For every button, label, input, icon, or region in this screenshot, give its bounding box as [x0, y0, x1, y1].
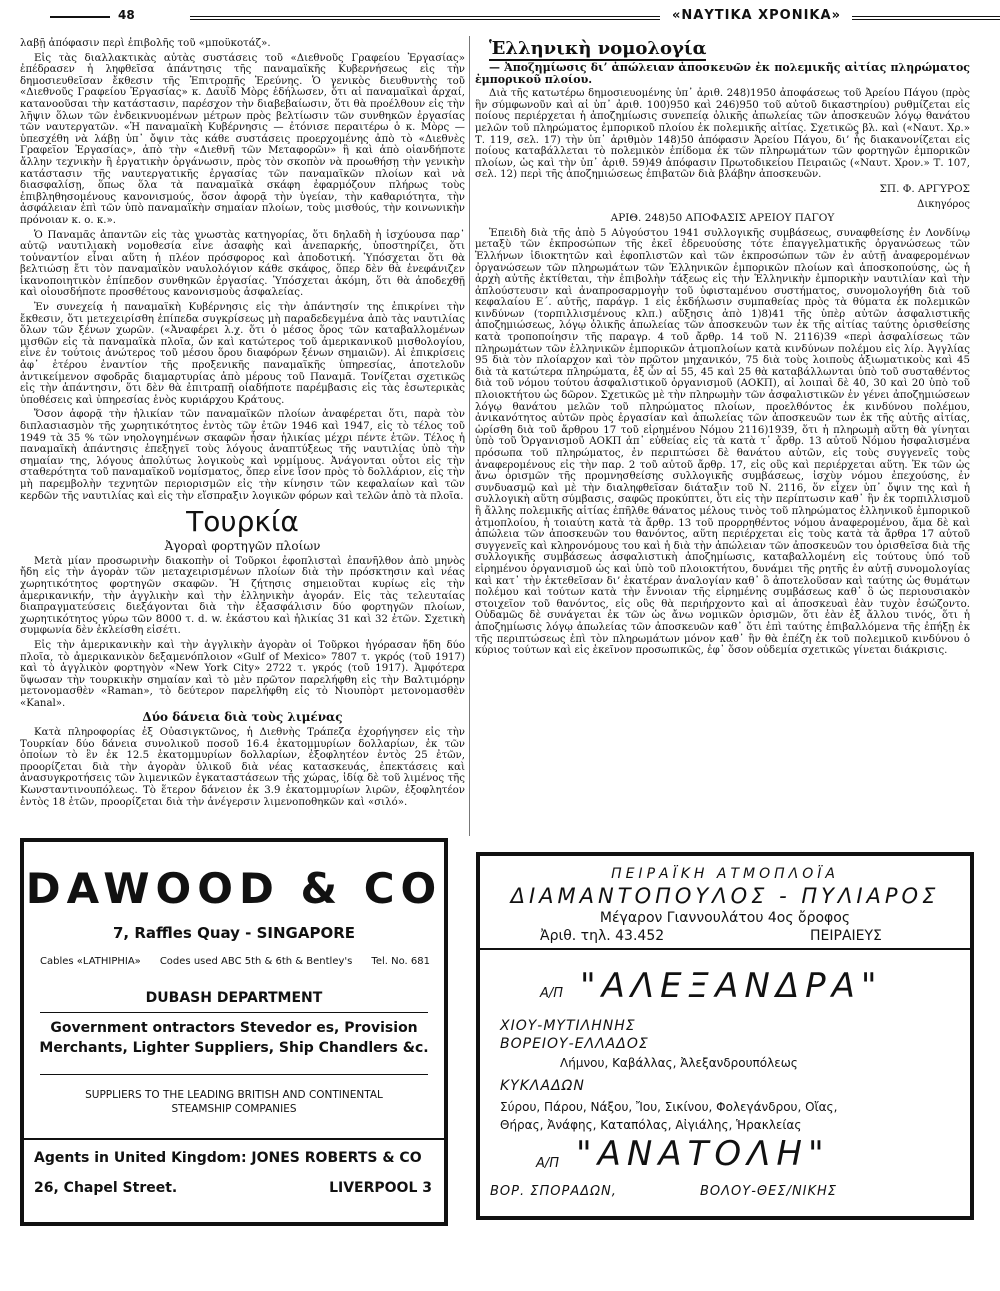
- section-title-text: Ἑλληνικὴ νομολογία: [489, 38, 707, 59]
- ad-address: Μέγαρον Γιαννουλάτου 4ος ὄροφος: [599, 910, 851, 926]
- section-subtitle: Ἀγοραὶ φορτηγῶν πλοίων: [164, 539, 321, 554]
- divider: [40, 1012, 428, 1013]
- paragraph: Κατὰ πληροφορίας ἐξ Οὐασιγκτῶνος, ἡ Διεθνὴς Τράπεζα ἐχορήγησεν εἰς τὴν Τουρκίαν δύο δάνεια συνολικοῦ ποσοῦ 16.4 ἑκατομμυρίων δολλαρίων, ἐκ τῶν ὁποίων τὸ ἓν ἐκ 12.5 ἑκατομμυρίων δολλαρίων, ἐξοφλητέον ἐντὸς 25 ἐτῶν, προορίζεται διὰ τὴν ἀγορὰν ὑλικοῦ διὰ νέας κατασκευάς, ἐπεκτάσεις καὶ ἀνασυγκροτήσεις τῶν λιμενικῶν ἐγκαταστάσεων τῆς χώρας, ἰδίᾳ δὲ τοῦ λιμένος τῆς Κωνσταντινουπόλεως. Τὸ ἕτερον δάνειον ἐκ 3.9 ἑκατομμυρίων λιρῶν, ἐξοφλητέον ἐντὸς 18 ἐτῶν, προορίζεται διὰ τὴν ἀνέγερσιν λιμενοποθηκῶν καὶ «σιλό».: [20, 727, 465, 808]
- article-heading: — Ἀποζημίωσις διʼ ἀπώλειαν ἀποσκευῶν ἐκ πολεμικῆς αἰτίας πληρώματος ἐμπορικοῦ πλοίου.: [475, 61, 970, 86]
- route-line: Θήρας, Ἀνάφης, Καταπόλας, Αἰγιάλης, Ἡρακλείας: [500, 1118, 802, 1132]
- ship-prefix: Α/Π: [540, 986, 564, 1001]
- ship-prefix: Α/Π: [536, 1156, 560, 1171]
- section-title-turkey: Τουρκία: [186, 505, 299, 539]
- author-name: ΣΠ. Φ. ΑΡΓΥΡΟΣ: [879, 182, 970, 195]
- ad-cables: Cables «LATHIPHIA»: [40, 956, 141, 967]
- route-line: ΒΟΡ. ΣΠΟΡΑΔΩΝ,: [490, 1184, 617, 1199]
- route-line: ΒΟΛΟΥ-ΘΕΣ/ΝΙΚΗΣ: [700, 1184, 838, 1199]
- decision-title: ΑΡΙΘ. 248)50 ΑΠΟΦΑΣΙΣ ΑΡΕΙΟΥ ΠΑΓΟΥ: [610, 212, 835, 225]
- route-line: Σύρου, Πάρου, Νάξου, Ἴου, Σικίνου, Φολεγάνδρου, Οἴας,: [500, 1100, 838, 1114]
- ad-company-name: DAWOOD & CO: [25, 864, 443, 913]
- header-rule: [852, 16, 1000, 20]
- ad-services-line: Government ontractors Stevedor es, Provision: [50, 1020, 418, 1036]
- paragraph: Ὁ Παναμᾶς ἀπαντῶν εἰς τὰς γνωστὰς κατηγορίας, ὅτι δηλαδὴ ἡ ἰσχύουσα παρ᾽ αὐτῷ ναυτιλιακὴ νομοθεσία εἶνε ἀσαφὴς καὶ ἀνεπαρκής, ὑποστηρίζει, ὅτι τοὐναντίον εἶναι αὕτη ἡ πλέον πρόσφορος καὶ ἀποδοτική. Ὑπόσχεται ὅτι θὰ βελτιώσῃ ἔτι τὸν παναμαϊκὸν ναυλολόγιον κάθε σκάφος, ὅπερ δὲν θὰ ἐνεφάνιζεν ἱκανοποιητικὸν ἐπίπεδον συνθηκῶν ἐργασίας. Ὑπόσχεται ἀκόμη, ὅτι θὰ ἀποδεχθῇ καὶ οἱουσδήποτε προσθέτους κανονισμοὺς ἀσφαλείας.: [20, 229, 465, 299]
- paragraph: Διὰ τῆς κατωτέρω δημοσιευομένης ὑπ᾽ ἀριθ. 248)1950 ἀποφάσεως τοῦ Ἀρείου Πάγου (πρὸς ἣν σύμφωνοῦν καὶ αἱ ὑπ᾽ ἀριθ. 100)950 καὶ 246)950 τοῦ αὐτοῦ δικαστηρίου) ρυθμίζεται εἰς ποίους περιέρχεται ἡ ἀποζημίωσις συνεπείᾳ ὁλικῆς ἀπωλείας τῶν ἀποσκευῶν λόγῳ θανάτου μελῶν τοῦ πληρώματος ἐμπορικοῦ πλοίου ἐκ πολεμικῆς αἰτίας. Σχετικῶς βλ. καὶ («Ναυτ. Χρ.» Τ. 119, σελ. 17) τὴν ὑπ᾽ ἀριθμὸν 148)50 ἀπόφασιν Ἀρείου Πάγου, διʼ ἧς διακανονίζεται εἰς ποίους καταβάλλεται τὸ πολεμικὸν ἐπίδομα ἐκ τῶν πληρωμάτων τῶν φορτηγῶν ἐμπορικῶν πλοίων, ὡς καὶ τὴν ὑπ᾽ ἀριθ. 59)49 ἀπόφασιν Πρωτοδικείου Πειραιῶς («Ναυτ. Χρον.» Τ. 107, σελ. 12) περὶ τῆς ἀποζημιώσεως ἐπιβατῶν διὰ βλάβην ἀποσκευῶν.: [475, 88, 970, 181]
- page-number: 48: [118, 8, 135, 22]
- divider: [24, 1138, 444, 1140]
- left-column: [20, 38, 465, 811]
- journal-title: «ΝΑΥΤΙΚΑ ΧΡΟΝΙΚΑ»: [672, 8, 841, 23]
- section-title-jurisprudence: [475, 38, 970, 59]
- ad-piraiki: [476, 852, 974, 1220]
- ad-tel: Tel. No. 681: [371, 956, 430, 967]
- paragraph: Ἐπειδὴ διὰ τῆς ἀπὸ 5 Αὐγούστου 1941 συλλογικῆς συμβάσεως, συναφθείσης ἐν Λονδίνῳ μεταξὺ τῶν ἐκπροσώπων τῆς ἐκεῖ ἐδρευούσης τότε ἐπαγγελματικῆς ὀργανώσεως τῶν Ἑλλήνων ἰδιοκτητῶν καὶ ἐφοπλιστῶν καὶ τῶν ἐκπροσώπων τῶν ἐν αὐτῇ ἀναφερομένων ὀργανώσεων τῶν πληρωμάτων τῶν Ἑλληνικῶν ἐμπορικῶν πλοίων καὶ ἀποσκοπούσης, ὡς ἡ ἀρχὴ αὐτῆς ἐκτίθεται, τὴν ἐπιβολὴν τάξεως εἰς τὴν Ἑλληνικὴν ἐμπορικὴν ναυτιλίαν καὶ τὴν ἀπλούστευσιν καὶ ἀναπροσαρμογὴν τοῦ ὑφισταμένου συστήματος, συνομολογήθη διὰ τοῦ κεφαλαίου Ε΄. αὐτῆς, παράγρ. 1 εἰς ἐκδήλωσιν συμπαθείας πρὸς τὰ θύματα ἐκ πολεμικῶν κινδύνων (τορπιλλισμένους κλπ.) αὔξησις ἀπὸ 1)8)41 τῆς ὑπὲρ αὐτῶν ἀσφαλιστικῆς ἀποζημιώσεως, λόγῳ ὁλικῆς ἀπωλείας τῶν ἀποσκευῶν των ἐκ τῆς αἰτίας ταύτης ὁρισθείσης κατὰ τροποποίησιν τῆς παραγρ. 4 τοῦ ἄρθρ. 14 τοῦ Ν. 2116)39 «περὶ ἀσφαλίσεως τῶν πληρωμάτων τῶν ἑλληνικῶν ἐμπορικῶν ἀτμοπλοίων κατὰ κινδύνων πολέμου εἰς λίρ. Ἀγγλίας 95 διὰ τὸν πλοίαρχον καὶ τὸν πρῶτον μηχανικόν, 75 διὰ τοὺς λοιποὺς ἀξιωματικοὺς καὶ 45 διὰ τὰ κατώτερα πληρώματα, ἐξ ὧν αἱ 55, 45 καὶ 25 θὰ καταβάλλωνται ὑπὸ τοῦ συσταθέντος διὰ τοῦ νόμου τούτου ἀσφαλιστικοῦ ὀργανισμοῦ (ΑΟΚΠ), αἱ λοιπαὶ δὲ 40, 30 καὶ 20 ὑπὸ τοῦ πλοιοκτήτου ὡς δῶρον. Σχετικῶς μὲ τὴν πληρωμὴν τῶν ἀσφαλιστικῶν ἐν γένει ἀποζημιώσεων λόγῳ θανάτου μελῶν τοῦ πληρώματος πλοίων, προελθόντος ἐκ κινδύνου πολέμου, ἀνικανότητος αὐτῶν πρὸς ἐργασίαν καὶ ἀπωλείας τῶν ἀποσκευῶν των ἐκ τῆς αὐτῆς αἰτίας, ὡρίσθη διὰ τοῦ ἄρθρου 17 τοῦ εἰρημένου Νόμου 2116)1939, ὅτι ἡ πληρωμὴ αὕτη θὰ γίνηται ὑπὸ τοῦ Ὀργανισμοῦ ΑΟΚΠ ἀπ᾽ εὐθείας εἰς τὰ κατὰ τ᾽ ἄρθρ. 13 αὐτοῦ Νόμου ἠσφαλισμένα πρόσωπα τοῦ πληρώματος, ἐν περιπτώσει δὲ θανάτου αὐτῶν, εἰς τοὺς συγγενεῖς τοὺς ἀναφερομένους εἰς τὴν παρ. 2 τοῦ αὐτοῦ ἄρθρ. 17, εἰς οὓς καὶ περιέρχεται αὕτη. Ἐκ τῶν ὡς ἄνω ὁρισμῶν τῆς προμνησθείσης συλλογικῆς συμβάσεως, ἰσχὺν νόμου ἐπεχούσης, ἐν συνδυασμῷ καὶ μὲ τὴν διαληφθεῖσαν διάταξιν τοῦ Ν. 2116, ὅν εἶχεν ὑπ᾽ ὄψιν της καὶ ἡ συλλογικὴ αὕτη σύμβασις, σαφῶς προκύπτει, ὅτι εἰς τὴν περίπτωσιν καθ᾽ ἣν ἐκ τορπιλλισμοῦ ἢ ἄλλης πολεμικῆς αἰτίας ἐπῆλθε θάνατος μέλους τινὸς τοῦ πληρώματος ἑλληνικοῦ ἐμπορικοῦ ἀτμοπλοίου, ἡ τοιαύτη κατὰ τὰ ἄρθρ. 13 τοῦ προρρηθέντος νόμου ἀναφερομένου, ἅμα δὲ καὶ ἀπώλεια τῶν ἀποσκευῶν του θανόντος, αὕτη περιέρχεται εἰς τοὺς κατὰ τὰ ἄρθρα 17 αὐτοῦ συγγενεῖς καὶ κληρονόμους του καὶ ἡ διὰ τὴν ἀπώλειαν τῶν ἀποσκευῶν του ὁρισθεῖσα διὰ τῆς συλλογικῆς συμβάσεως ἀσφαλιστικὴ ἀποζημίωσις, καταβαλλομένη εἰς τούτους ὑπό τοῦ εἰρημένου ὀργανισμοῦ ὡς καὶ ὑπὸ τοῦ πλοιοκτήτου, δυνάμει τῆς ρητῆς ἐν αὐτῇ συνομολογίας καὶ κατ᾽ τὴν ἐκτεθεῖσαν διʼ ἑκατέραν ἀναλογίαν καθ᾽ ὃ ἀποτελοῦσαν καὶ ταύτης ὡς θυμάτων πολέμου καὶ τούτων κατὰ τὴν ἔννοιαν τῆς εἰρημένης συμβάσεως καθ᾽ ὃ ὡς περιουσιακὸν στοιχεῖον τοῦ θανόντος, εἰς οὓς θὰ περιήρχοντο καὶ αἱ ἀποσκευαὶ ἐὰν τυχὸν ἐσώζοντο. Οὐδαμῶς δὲ συνάγεται ἐκ τῶν ὡς ἄνω νομικῶν ὁρισμῶν, ὅτι ἐὰν ἐξ ἄλλου τινός, ὅτι ἡ ἀποζημίωσις λόγῳ ἀπωλείας τῶν ἀποσκευῶν καθ᾽ ὅτι ἐπὶ ταύτης ἐπιβαλλόμενα τῆς ἐπήξῃ ἐκ τῆς περιπτώσεως ἐπὶ τὸν πληρωμάτων μόνον καθ᾽ ἣν θὰ ἐπέζη ἐκ τοῦ πολεμικοῦ κινδύνου ὁ κύριος τούτων καὶ εἰς ἐκεῖνον προσωπικῶς, ἐφ᾽ ὅσον οὐδεμία σχετικῶς γίνεται διάκρισις.: [475, 227, 970, 657]
- header-rule: [190, 16, 660, 20]
- route-line: Λήμνου, Καβάλλας, Ἀλεξανδρουπόλεως: [560, 1056, 798, 1070]
- column-divider: [469, 36, 470, 836]
- paragraph: Μετὰ μίαν προσωρινὴν διακοπὴν οἱ Τοῦρκοι ἐφοπλισταὶ ἐπανῆλθον ἀπὸ μηνὸς ἤδη εἰς τὴν ἀγορὰν τῶν μεταχειρισμένων πλοίων διὰ τὴν πρόσκτησιν καὶ νέας χωρητικότητος φορτηγῶν σκαφῶν. Ἡ ζήτησις σημειοῦται κυρίως εἰς τὴν ἀμερικανικήν, τὴν ἀγγλικὴν καὶ τὴν ἑλληνικὴν ἀγοράν. Εἰς τὰς τελευταίας διαπραγματεύσεις διεξάγονται διὰ τὴν ἐξασφάλισιν δύο φορτηγῶν πλοίων, χωρητικότητος γύρω τῶν 8000 τ. d. w. ἑκάστου καὶ ἡλικίας 31 καὶ 32 ἐτῶν. Σχετικὴ συμφωνία δὲν ἐκλείσθη εἰσέτι.: [20, 555, 465, 637]
- ad-codes: Codes used ABC 5th & 6th & Bentley's: [159, 956, 353, 967]
- ad-department: DUBASH DEPARTMENT: [145, 990, 323, 1006]
- page-header: [20, 6, 980, 26]
- route-line: ΚΥΚΛΑΔΩΝ: [500, 1078, 585, 1094]
- ad-suppliers: SUPPLIERS TO THE LEADING BRITISH AND CONTINENTAL STEAMSHIP COMPANIES: [85, 1089, 383, 1115]
- header-rule: [50, 16, 110, 18]
- divider: [480, 948, 970, 950]
- ad-street: 26, Chapel Street.: [34, 1180, 178, 1196]
- ad-city: LIVERPOOL 3: [329, 1180, 432, 1196]
- ad-company-line: ΠΕΙΡΑΪΚΗ ΑΤΜΟΠΛΟΪΑ: [611, 866, 839, 882]
- route-line: ΧΙΟΥ-ΜΥΤΙΛΗΝΗΣ: [500, 1018, 636, 1034]
- ad-contact-row: [40, 956, 430, 967]
- paragraph: Ἐν συνεχείᾳ ἡ παναμαϊκὴ Κυβέρνησις εἰς τὴν ἀπάντησίν της ἐπικρίνει τὴν ἔκθεσιν, ὅτι μετεχειρίσθη ἐπίπεδα συγκρίσεως μὴ παραδεδεγμένα ἀπὸ τὰς ναυτιλίας ὅλων τῶν ξένων χωρῶν. («Ἀναφέρει λ.χ. ὅτι ὁ μέσος ὅρος τῶν καταβαλλομένων μισθῶν εἰς τὰ παναμαϊκὰ πλοῖα, ὤν καὶ κατώτερος τοῦ ἀμερικανικοῦ μισθολογίου, εἶνε ἐν τούτοις ἀνώτερος τοῦ μέσου ὅρου διαφόρων ξένων σημαιῶν). Αἱ ἐπικρίσεις ἀφ᾽ ἑτέρου ἐναντίον τῆς προξενικῆς παναμαϊκῆς ὑπηρεσίας, ἀποτελοῦν ἀντικείμενον σφοδρᾶς διαμαρτυρίας ἀπὸ μέρους τοῦ Παναμᾶ. Τονίζεται σχετικῶς εἰς τὴν ἀπάντησιν, ὅτι δὲν θὰ ἐπιτραπῇ οἱαδήποτε παρέμβασις εἰς τὰς ἐσωτερικὰς ὑποθέσεις καὶ ὑπηρεσίας ἑνὸς κυριάρχου Κράτους.: [20, 302, 465, 406]
- ad-agents: Agents in United Kingdom: JONES ROBERTS & CO: [34, 1150, 422, 1166]
- ship-name: "ΑΝΑΤΟΛΗ": [576, 1134, 830, 1174]
- ship-name: "ΑΛΕΞΑΝΔΡΑ": [580, 966, 883, 1006]
- ad-city: ΠΕΙΡΑΙΕΥΣ: [810, 928, 882, 944]
- right-column: [475, 38, 970, 660]
- ad-phone: Ἀριθ. τηλ. 43.452: [540, 928, 665, 944]
- ad-services-line: Merchants, Lighter Suppliers, Ship Chandlers &c.: [39, 1040, 429, 1056]
- route-line: ΒΟΡΕΙΟΥ-ΕΛΛΑΔΟΣ: [500, 1036, 649, 1052]
- divider: [40, 1074, 428, 1075]
- paragraph: Εἰς τὰς διαλλακτικὰς αὐτὰς συστάσεις τοῦ «Διεθνοῦς Γραφείου Ἐργασίας» ἐπέδρασεν ἡ ληφθεῖσα ἀπάντησις τῆς παναμαϊκῆς Κυβερνήσεως εἰς τὴν δημοσιευθεῖσαν ἔκθεσιν τῆς Ἐπιτροπῆς Ἐρεύνης. Ὁ γενικὸς διευθυντὴς τοῦ «Διεθνοῦς Γραφείου Ἐργασίας» κ. Δαυῒδ Μὸρς ἐδήλωσεν, ὅτι αἱ παναμαϊκαὶ ἀρχαί, κατανοοῦσαι τὴν κατάστασιν, παρέσχον τὴν διαβεβαίωσιν, ὅτι θὰ προέλθουν εἰς τὴν λῆψιν ὅλων τῶν ἐνδεικνυομένων μέτρων πρὸς βελτίωσιν τῶν συνθηκῶν ἐργασίας τῶν ναυτεργατῶν. «Ἡ παναμαϊκὴ Κυβέρνησις — ἐτόνισε περαιτέρω ὁ κ. Μὸρς — ὑπεσχέθη νὰ λάβῃ ὑπ᾽ ὄψιν τὰς κάθε συστάσεις προερχομένης ἀπὸ τὸ «Διεθνὲς Γραφεῖον Ἐργασίας», ἀπὸ τὴν «Διεθνῆ τῶν Μεταφορῶν» ἢ καὶ ἀπὸ οἱανδήποτε ἄλλην τεχνικὴν ἢ ἐργατικὴν ὀργάνωσιν, πρὸς τὸν σκοπὸν νὰ προωθήσῃ τὴν γενικὴν κατάστασιν τῆς ναυτεργατικῆς ἐργασίας τῶν παναμαϊκῶν πλοίων καὶ νὰ διασφαλίσῃ, ὅπως ὅλα τὰ παναμαϊκὰ σκάφη ἐφαρμόζουν πλήρως τοὺς ἐπιβληθησομένους κανονισμούς, ὅσον ἀφορᾷ τὴν ὑγείαν, τὴν καθαριότητα, τὴν ἀσφάλειαν ἐπὶ τῶν ὑπὸ παναμαϊκὴν σημαίαν πλοίων, τοὺς μισθούς, τὴν κοινωνικὴν πρόνοιαν κ. ο. κ.».: [20, 52, 465, 226]
- section-subtitle: Δύο δάνεια διὰ τοὺς λιμένας: [142, 710, 343, 725]
- ad-address: 7, Raffles Quay - SINGAPORE: [112, 924, 356, 942]
- paragraph: Εἰς τὴν ἀμερικανικὴν καὶ τὴν ἀγγλικὴν ἀγορὰν οἱ Τοῦρκοι ἠγόρασαν ἤδη δύο πλοῖα, τὸ ἀμερικανικὸν δεξαμενόπλοιον «Gulf of Mexico» 7807 τ. γκρός (τοῦ 1917) καὶ τὸ ἀγγλικὸν φορτηγὸν «New York City» 2722 τ. γκρός (τοῦ 1917). Ἀμφότερα ὕψωσαν τὴν τουρκικὴν σημαίαν καὶ τὸ μὲν πρῶτον παρελήφθη εἰς τὴν Βαλτιμόρην μετονομασθὲν «Raman», τὸ δεύτερον παρελήφθη εἰς τὸ Νιουπὸρτ μετονομασθὲν «Kanal».: [20, 639, 465, 709]
- author-role: Δικηγόρος: [917, 198, 970, 210]
- paragraph: λαβῇ ἀπόφασιν περὶ ἐπιβολῆς τοῦ «μποϋκοτάζ».: [20, 38, 271, 49]
- ad-dawood: [20, 838, 448, 1226]
- paragraph: Ὅσον ἀφορᾷ τὴν ἡλικίαν τῶν παναμαϊκῶν πλοίων ἀναφέρεται ὅτι, παρὰ τὸν διπλασιασμὸν τῆς χωρητικότητος ἐντὸς τῶν ἐτῶν 1946 καὶ 1947, εἰς τὸ τέλος τοῦ 1949 τὰ 35 % τῶν νηολογημένων σκαφῶν ἦσαν ἡλικίας μέχρι πέντε ἐτῶν. Τέλος ἡ παναμαϊκὴ ἀπάντησις ἐπεξηγεῖ τοὺς λόγους ἀναπτύξεως τῆς ναυτιλίας ὑπὸ τὴν σημαίαν της, λόγους ἀπολύτως λογικοὺς καὶ νομίμους. Ἀνάγονται οὗτοι εἰς τὴν σταθερότητα τοῦ παναμαϊκοῦ νομίσματος, ὅπερ εἶνε ἴσον πρὸς τὸ δολλάριον, εἰς τὴν μὴ παρεμβολὴν τεχνητῶν περιορισμῶν εἰς τὴν κίνησιν τῶν κεφαλαίων καὶ τῶν κερδῶν τῆς ναυτιλίας καὶ εἰς τὴν εἴσπραξιν λογικῶν φόρων καὶ τελῶν ἀπὸ τὰ πλοῖα.: [20, 409, 465, 502]
- ad-company-owners: ΔΙΑΜΑΝΤΟΠΟΥΛΟΣ - ΠΥΛΙΑΡΟΣ: [510, 884, 940, 908]
